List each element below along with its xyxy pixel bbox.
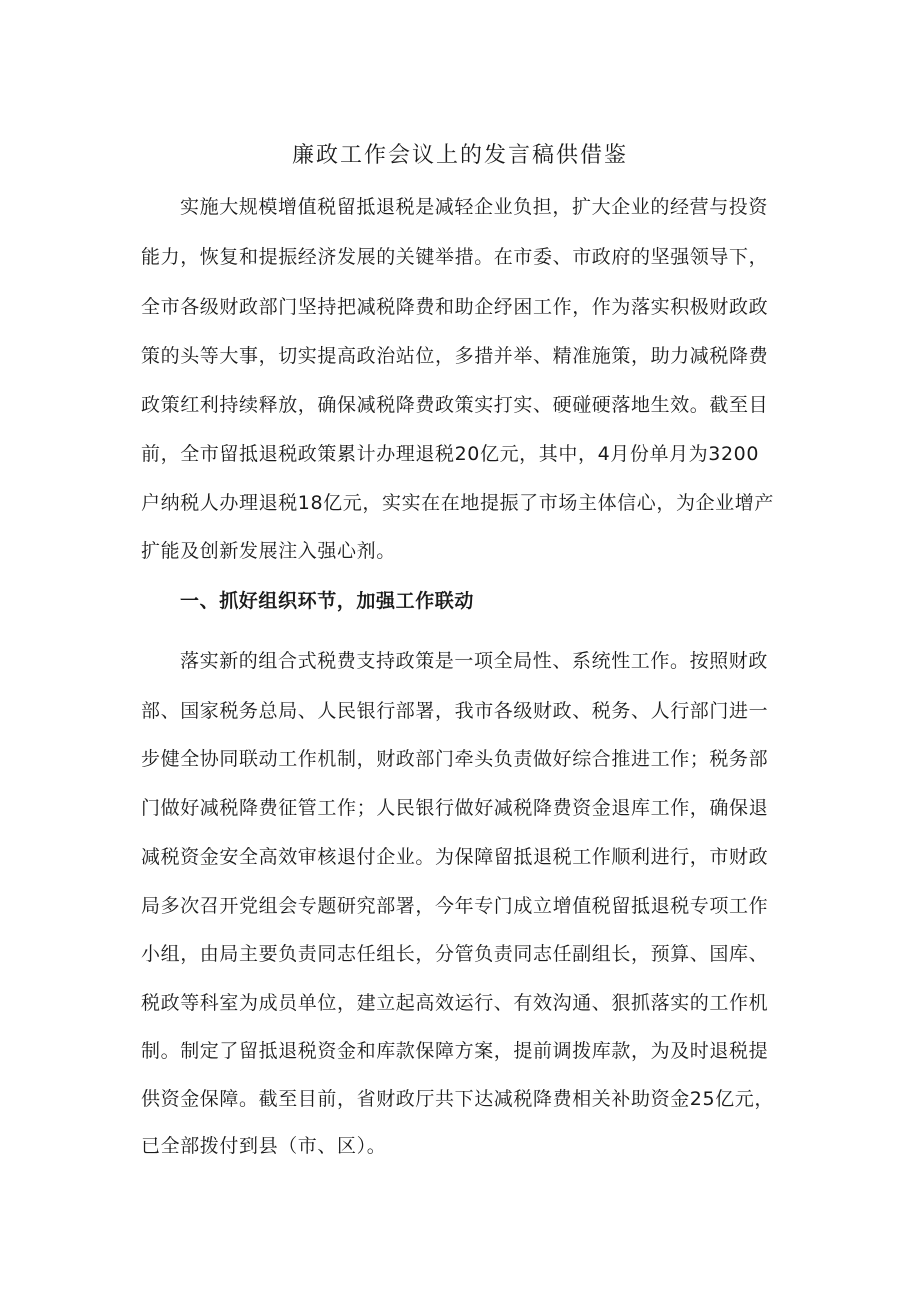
paragraph-1-line-5: 政策红利持续释放，确保减税降费政策实打实、硬碰硬落地生效。截至目: [141, 394, 769, 416]
paragraph-2-line-4: 门做好减税降费征管工作；人民银行做好减税降费资金退库工作，确保退: [141, 797, 769, 819]
paragraph-2-line-2: 部、国家税务总局、人民银行部署，我市各级财政、税务、人行部门进一: [141, 700, 769, 722]
paragraph-2-line-10: 供资金保障。截至目前，省财政厅共下达减税降费相关补助资金25亿元，: [141, 1088, 774, 1110]
paragraph-1-line-2: 能力，恢复和提振经济发展的关键举措。在市委、市政府的坚强领导下，: [141, 246, 769, 268]
document-title: 廉政工作会议上的发言稿供借鉴: [291, 143, 628, 168]
paragraph-1-line-4: 策的头等大事，切实提高政治站位，多措并举、精准施策，助力减税降费: [141, 345, 769, 367]
paragraph-1-line-8: 扩能及创新发展注入强心剂。: [141, 540, 396, 562]
section-heading-1: 一、抓好组织环节，加强工作联动: [180, 590, 475, 612]
paragraph-1-line-7: 户纳税人办理退税18亿元，实实在在地提振了市场主体信心，为企业增产: [141, 492, 774, 514]
paragraph-2-line-1: 落实新的组合式税费支持政策是一项全局性、系统性工作。按照财政: [180, 650, 769, 672]
paragraph-1-line-3: 全市各级财政部门坚持把减税降费和助企纾困工作，作为落实积极财政政: [141, 296, 769, 318]
paragraph-2-line-6: 局多次召开党组会专题研究部署，今年专门成立增值税留抵退税专项工作: [141, 895, 769, 917]
paragraph-2-line-7: 小组，由局主要负责同志任组长，分管负责同志任副组长，预算、国库、: [141, 943, 769, 965]
paragraph-1-line-1: 实施大规模增值税留抵退税是减轻企业负担，扩大企业的经营与投资: [180, 196, 769, 218]
paragraph-1-line-6: 前，全市留抵退税政策累计办理退税20亿元，其中，4月份单月为3200: [141, 443, 760, 465]
paragraph-2-line-3: 步健全协同联动工作机制，财政部门牵头负责做好综合推进工作；税务部: [141, 748, 769, 770]
paragraph-2-line-5: 减税资金安全高效审核退付企业。为保障留抵退税工作顺利进行，市财政: [141, 846, 769, 868]
paragraph-2-line-8: 税政等科室为成员单位，建立起高效运行、有效沟通、狠抓落实的工作机: [141, 992, 769, 1014]
paragraph-2-line-11: 已全部拨付到县（市、区）。: [141, 1135, 387, 1157]
paragraph-2-line-9: 制。制定了留抵退税资金和库款保障方案，提前调拨库款，为及时退税提: [141, 1040, 769, 1062]
